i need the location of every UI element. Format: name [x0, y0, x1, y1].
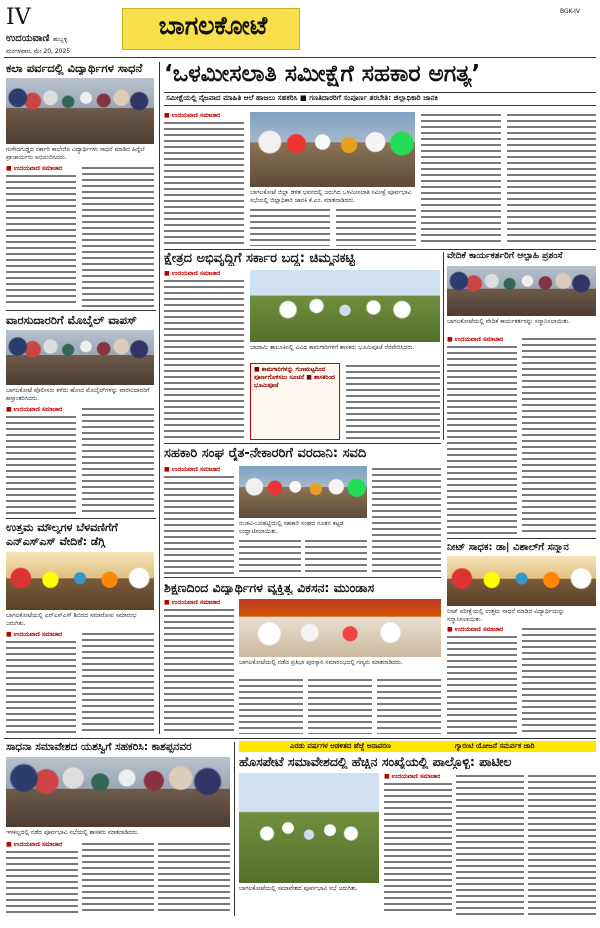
lead-deck: ಸಮೀಕ್ಷೆಯಲ್ಲಿ ನೈಜವಾದ ಮಾಹಿತಿ ಆಲೆ ಹಾಜಲು ಸಹಕರಿಸಿ ■ ಗಣತಿದಾರರಿಗೆ ಸಂಪೂರ್ಣ ತರಬೇತಿ: ಜಿಲ್ಲಾಧಿಕಾರಿ ಜಾನಕಿ [166, 94, 438, 102]
left-story3-headline-2: ಎನ್‌ಎಸ್‌ಎಸ್ ವೇದಿಕೆ: ಡೆಗ್ಗಿ [6, 536, 105, 548]
hospet-body-c [528, 773, 596, 915]
kshetra-photo [250, 270, 440, 342]
left-story2-body-a [6, 414, 76, 514]
sahakari-body-c [305, 538, 367, 574]
sadhana-photo [6, 757, 230, 827]
sadhana-headline: ಸಾಧನಾ ಸಮಾವೇಶದ ಯಶಸ್ವಿಗೆ ಸಹಕರಿಸಿ: ಕಾಶಪ್ಪನವರ [6, 742, 192, 753]
divider [6, 518, 156, 519]
hospet-caption: ಬಾಗಲಕೋಟೆಯಲ್ಲಿ ಸಮಾವೇಶದ ಪೂರ್ವಭಾವಿ ಸಭೆ ಜರುಗಿತು. [239, 885, 358, 892]
left-story3-body-a [6, 639, 76, 734]
hospet-photo [239, 773, 379, 883]
lead-body-e [507, 112, 596, 246]
kshetra-callout: ■ ಕಾಮಗಾರಿಗಳನ್ನು ಗುಣಮಟ್ಟದಿಂದ ಪೂರ್ಣಗೊಳಿಸಲು ಸೂಚನೆ ■ ಶಾಸಕರಿಂದ ಭೂಮಿಪೂಜೆ [254, 366, 336, 389]
sahakari-headline: ಸಹಕಾರಿ ಸಂಘ ರೈತ-ನೇಕಾರರಿಗೆ ವರದಾನಿ: ಸವದಿ [164, 447, 367, 461]
sadhana-byline: ■ ಉದಯವಾಣಿ ಸಮಾಚಾರ [6, 841, 63, 848]
print-registration-marks [120, 919, 520, 927]
page-numeral: IV [6, 6, 31, 30]
neet-caption: ನೀಟ್ ಪರೀಕ್ಷೆಯಲ್ಲಿ ಉತ್ತಮ ಸಾಧನೆ ಮಾಡಿದ ವಿದ್ಯಾರ್ಥಿಯನ್ನು ಸನ್ಮಾನಿಸಲಾಯಿತು. [447, 608, 565, 623]
lead-body-c [336, 207, 416, 246]
sahakari-body-b [239, 538, 301, 574]
vedike-body-b [522, 336, 596, 534]
shikshana-body-c [308, 677, 372, 734]
shikshana-body-a [164, 607, 234, 734]
neet-byline: ■ ಉದಯವಾಣಿ ಸಮಾಚಾರ [447, 626, 504, 633]
lead-byline: ■ ಉದಯವಾಣಿ ಸಮಾಚಾರ [164, 112, 221, 119]
sadhana-body-a [6, 849, 78, 915]
hospet-body-a [384, 781, 452, 915]
masthead-rule [4, 57, 596, 58]
kshetra-byline: ■ ಉದಯವಾಣಿ ಸಮಾಚಾರ [164, 270, 221, 277]
kshetra-caption: ಬಾದಾಮಿ ತಾಲೂಕಿನಲ್ಲಿ ವಿವಿಧ ಕಾಮಗಾರಿಗಳಿಗೆ ಶಾಸಕರು ಭೂಮಿಪೂಜೆ ನೆರವೇರಿಸಿದರು. [250, 344, 415, 351]
left-story2-photo [6, 330, 154, 385]
column-divider [159, 62, 160, 734]
shikshana-body-d [377, 677, 441, 734]
hospet-byline: ■ ಉದಯವಾಣಿ ಸಮಾಚಾರ [384, 773, 441, 780]
kshetra-body-a [164, 278, 244, 440]
left-story1-headline: ಕಲಾ ಪರ್ವದಲ್ಲಿ ವಿದ್ಯಾರ್ಥಿಗಳ ಸಾಧನೆ [6, 62, 143, 75]
sadhana-body-b [82, 841, 154, 915]
page-code: BGK-IV [560, 8, 581, 15]
vedike-caption: ಬಾಗಲಕೋಟೆಯಲ್ಲಿ ವೇದಿಕೆ ಕಾರ್ಯಕರ್ತರನ್ನು ಸನ್ಮಾನಿಸಲಾಯಿತು. [447, 318, 571, 325]
vedike-byline: ■ ಉದಯವಾಣಿ ಸಮಾಚಾರ [447, 336, 504, 343]
sahakari-body-d [372, 466, 441, 574]
left-story2-byline: ■ ಉದಯವಾಣಿ ಸಮಾಚಾರ [6, 406, 63, 413]
kshetra-headline: ಕ್ಷೇತ್ರದ ಅಭಿವೃದ್ಧಿಗೆ ಸರ್ಕಾರ ಬದ್ಧ: ಚಿಮ್ಮನಕಟ್ಟಿ [164, 252, 355, 266]
sahakari-caption: ರಬಕವಿ-ಬನಹಟ್ಟಿಯಲ್ಲಿ ಸಹಕಾರಿ ಸಂಘದ ನೂತನ ಕಟ್ಟಡ ಉದ್ಘಾಟಿಸಲಾಯಿತು. [239, 520, 344, 535]
divider [6, 310, 156, 311]
left-story3-caption: ಬಾಗಲಕೋಟೆಯಲ್ಲಿ ಎನ್‌ಎಸ್‌ಎಸ್ ಶಿಬಿರದ ಸಮಾರೋಪ ಸಮಾರಂಭ ಜರುಗಿತು. [6, 612, 137, 627]
left-story1-byline: ■ ಉದಯವಾಣಿ ಸಮಾಚಾರ [6, 165, 63, 172]
shikshana-byline: ■ ಉದಯವಾಣಿ ಸಮಾಚಾರ [164, 599, 221, 606]
left-story3-photo [6, 552, 154, 610]
left-story3-body-b [82, 631, 154, 734]
section-title: ಬಾಗಲಕೋಟೆ [158, 12, 268, 40]
neet-headline: ನೀಟ್ ಸಾಧಕ: ಡಾ| ವಿಶಾಲ್‌ಗೆ ಸನ್ಮಾನ [447, 542, 569, 553]
left-story2-body-b [82, 406, 154, 514]
shikshana-body-b [239, 677, 303, 734]
hospet-headline: ಹೊಸಪೇಟೆ ಸಮಾವೇಶದಲ್ಲಿ ಹೆಚ್ಚಿನ ಸಂಖ್ಯೆಯಲ್ಲಿ ಪಾಲ್ಗೊಳ್ಳಿ: ಪಾಟೀಲ [239, 755, 512, 769]
sahakari-byline: ■ ಉದಯವಾಣಿ ಸಮಾಚಾರ [164, 466, 221, 473]
left-story1-caption: ಗುಳೇದಗುಡ್ಡದ ಸರ್ಕಾರಿ ಕಾಲೇಜಿನ ವಿದ್ಯಾರ್ಥಿಗಳು ಸಾಧನೆ ಮಾಡಿದ ಹಿನ್ನೆಲೆ ಪ್ರಾಚಾರ್ಯರು ಅಭಿನಂದಿಸಿದರು. [6, 146, 145, 161]
divider [164, 443, 441, 444]
divider [164, 577, 441, 578]
divider [447, 538, 596, 539]
left-story1-photo [6, 78, 154, 144]
shikshana-photo [239, 599, 441, 657]
divider [164, 249, 596, 250]
hospet-body-b [456, 773, 524, 915]
sadhana-body-c [158, 841, 230, 915]
vedike-photo [447, 266, 596, 316]
left-story2-headline: ವಾರಸುದಾರರಿಗೆ ಮೊಬೈಲ್ ವಾಪಸ್ [6, 314, 137, 327]
column-divider [443, 252, 444, 440]
brand-label: ಉದಯವಾಣಿ [6, 33, 50, 44]
lead-body-b [250, 207, 330, 246]
divider [4, 738, 596, 739]
lead-photo [250, 112, 415, 187]
neet-body-b [522, 626, 596, 734]
brand-name [6, 33, 67, 44]
hospet-kicker: ಎರಡು ವರ್ಷಗಳ ಆಡಳಿತದ ಹೆಜ್ಜೆ ಅನಾವರಣ [290, 743, 391, 750]
shikshana-caption: ಬಾಗಲಕೋಟೆಯಲ್ಲಿ ನಡೆದ ಪ್ರತಿಭಾ ಪುರಸ್ಕಾರ ಸಮಾರಂಭದಲ್ಲಿ ಗಣ್ಯರು ಮಾತನಾಡಿದರು. [239, 659, 403, 666]
shikshana-headline: ಶಿಕ್ಷಣದಿಂದ ವಿದ್ಯಾರ್ಥಿಗಳ ವ್ಯಕ್ತಿತ್ವ ವಿಕಸನ: ಮುಂಡಾಸ [164, 581, 375, 595]
vedike-headline: ವೇದಿಕೆ ಕಾರ್ಯಕರ್ತರಿಗೆ ಆಲ್ಪಾಹಿ ಪ್ರಶಂಸೆ [447, 252, 563, 261]
hospet-kicker-2: ಗ್ಯಾರಂಟಿ ಯೋಜನೆ ಸಮರ್ಪಕ ಜಾರಿ [455, 743, 535, 750]
left-story1-body-a [6, 173, 76, 307]
issue-date: ಮಂಗಳವಾರ, ಮೇ 20, 2025 [6, 48, 71, 55]
sahakari-photo [239, 466, 367, 518]
neet-photo [447, 556, 596, 606]
lead-caption: ಬಾಗಲಕೋಟೆ ಜಿಲ್ಲಾ ಡಳಿತ ಭವನದಲ್ಲಿ ಜರುಗಿದ ಒಳಮೀಸಲಾತಿ ಸಮೀಕ್ಷೆ ಪೂರ್ವಭಾವಿ ಸಭೆಯಲ್ಲಿ ಜಿಲ್ಲಾಧಿಕಾರಿ ಜಾನಕಿ ಕೆ.ಎಂ. ಮಾತನಾಡಿದರು. [250, 189, 412, 204]
left-story2-caption: ಬಾಗಲಕೋಟೆ ಪೊಲೀಸರು ಕಳೆದು ಹೋದ ಮೊಬೈಲ್‌ಗಳನ್ನು ವಾರಸುದಾರರಿಗೆ ಹಸ್ತಾಂತರಿಸಿದರು. [6, 387, 150, 402]
vedike-body-a [447, 344, 517, 534]
sahakari-body-a [164, 474, 234, 574]
left-story3-byline: ■ ಉದಯವಾಣಿ ಸಮಾಚಾರ [6, 631, 63, 638]
left-story1-body-b [82, 165, 154, 307]
lead-headline: ‘ಒಳಮೀಸಲಾತಿ ಸಮೀಕ್ಷೆಗೆ ಸಹಕಾರ ಅಗತ್ಯ’ [164, 62, 481, 87]
brand-suffix: ಹುಬ್ಬಳ್ಳಿ [52, 36, 68, 43]
left-story3-headline-1: ಉತ್ತಮ ಮೌಲ್ಯಗಳ ಬೆಳವಣಿಗೆಗೆ [6, 522, 118, 534]
neet-body-a [447, 634, 517, 734]
kshetra-body-b [346, 363, 440, 440]
masthead [0, 0, 600, 58]
sadhana-caption: ಇಳಕಲ್ಲದಲ್ಲಿ ನಡೆದ ಪೂರ್ವಭಾವಿ ಸಭೆಯಲ್ಲಿ ಶಾಸಕರು ಮಾತನಾಡಿದರು. [6, 829, 139, 836]
lead-body-d [421, 112, 501, 246]
column-divider [234, 742, 235, 916]
lead-body-a [164, 120, 244, 246]
